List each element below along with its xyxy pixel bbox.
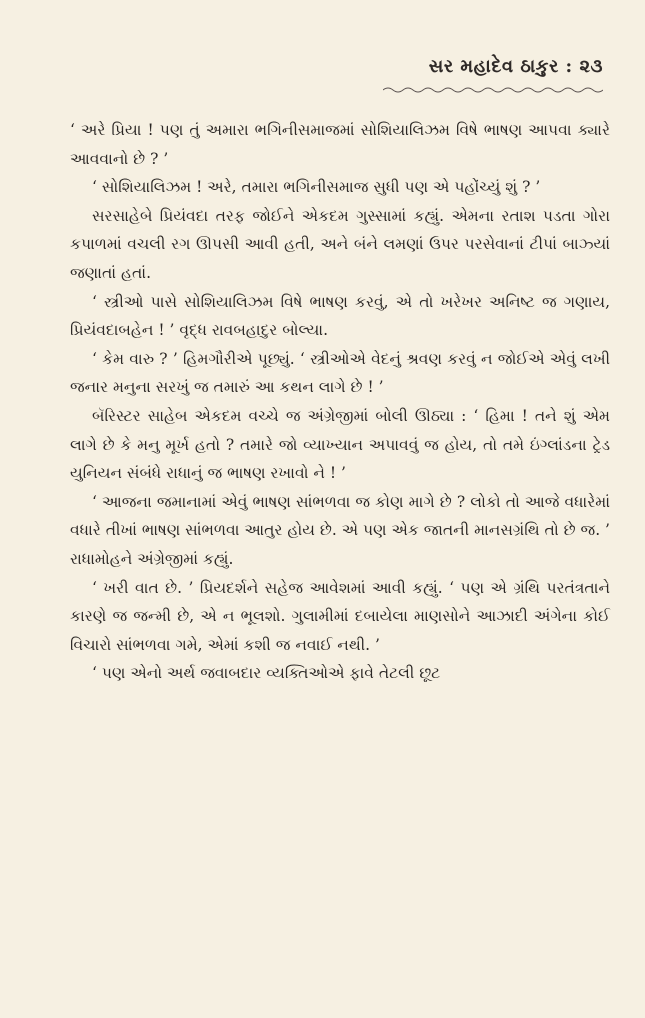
paragraph: ‘ કેમ વારુ ? ’ હિમગૌરીએ પૂછ્યું. ‘ સ્ત્રીઓએ વેદનું શ્રવણ કરવું ન જોઈએ એવું લખી જનાર મનુના સરખું જ તમારું આ કથન લાગે છે ! ’ bbox=[70, 349, 610, 397]
paragraph: ‘ પણ એનો અર્થ જવાબદાર વ્યક્તિઓએ ફાવે તેટલી છૂટ bbox=[92, 664, 441, 683]
paragraph: ‘ સ્ત્રીઓ પાસે સોશિયાલિઝમ વિષે ભાષણ કરવું, એ તો ખરેખર અનિષ્ટ જ ગણાય, પ્રિયંવદાબહેન ! ’ વૃદ્ધ રાવબહાદુર બોલ્યા. bbox=[70, 292, 610, 340]
header-wavy-rule bbox=[383, 86, 603, 94]
paragraph: બૅરિસ્ટર સાહેબ એકદમ વચ્ચે જ અંગ્રેજીમાં બોલી ઊઠ્યા : ‘ હિમા ! તને શું એમ લાગે છે કે મનુ મૂર્ખ હતો ? તમારે જો વ્યાખ્યાન અપાવવું જ હોય, તો તમે ઇંગ્લાંડના ટ્રેડ યુનિયન સંબંધે રાધાનું જ ભાષણ રખાવો ને ! ’ bbox=[70, 406, 610, 483]
paragraph: ‘ આજના જમાનામાં એવું ભાષણ સાંભળવા જ કોણ માગે છે ? લોકો તો આજે વધારેમાં વધારે તીખાં ભાષણ સાંભળવા આતુર હોય છે. એ પણ એક જાતની માનસગ્રંથિ તો છે જ. ’ રાધામોહને અંગ્રેજીમાં કહ્યું. bbox=[70, 492, 610, 568]
paragraph: ‘ સોશિયાલિઝમ ! અરે, તમારા ભગિનીસમાજ સુધી પણ એ પહોંચ્યું શું ? ’ bbox=[92, 178, 541, 197]
body-text bbox=[70, 116, 610, 688]
paragraph: સરસાહેબે પ્રિયંવદા તરફ જોઈને એકદમ ગુસ્સામાં કહ્યું. એમના રતાશ પડતા ગોરા કપાળમાં વચલી રગ ઊપસી આવી હતી, અને બંને લમણાં ઉપર પરસેવાનાં ટીપાં બાઝ્યાં જણાતાં હતાં. bbox=[70, 206, 610, 282]
paragraph: ‘ અરે પ્રિયા ! પણ તું અમારા ભગિનીસમાજમાં સોશિયાલિઝમ વિષે ભાષણ આપવા ક્યારે આવવાનો છે ? ’ bbox=[70, 121, 610, 168]
paragraph: ‘ ખરી વાત છે. ’ પ્રિયદર્શને સહેજ આવેશમાં આવી કહ્યું. ‘ પણ એ ગ્રંથિ પરતંત્રતાને કારણે જ જન્મી છે, એ ન ભૂલશો. ગુલામીમાં દબાયેલા માણસોને આઝાદી અંગેના કોઈ વિચારો સાંભળવા ગમે, એમાં કશી જ નવાઈ નથી. ’ bbox=[70, 578, 610, 654]
running-header: સર મહાદેવ ઠાકુર : ૨૩ bbox=[428, 56, 603, 77]
